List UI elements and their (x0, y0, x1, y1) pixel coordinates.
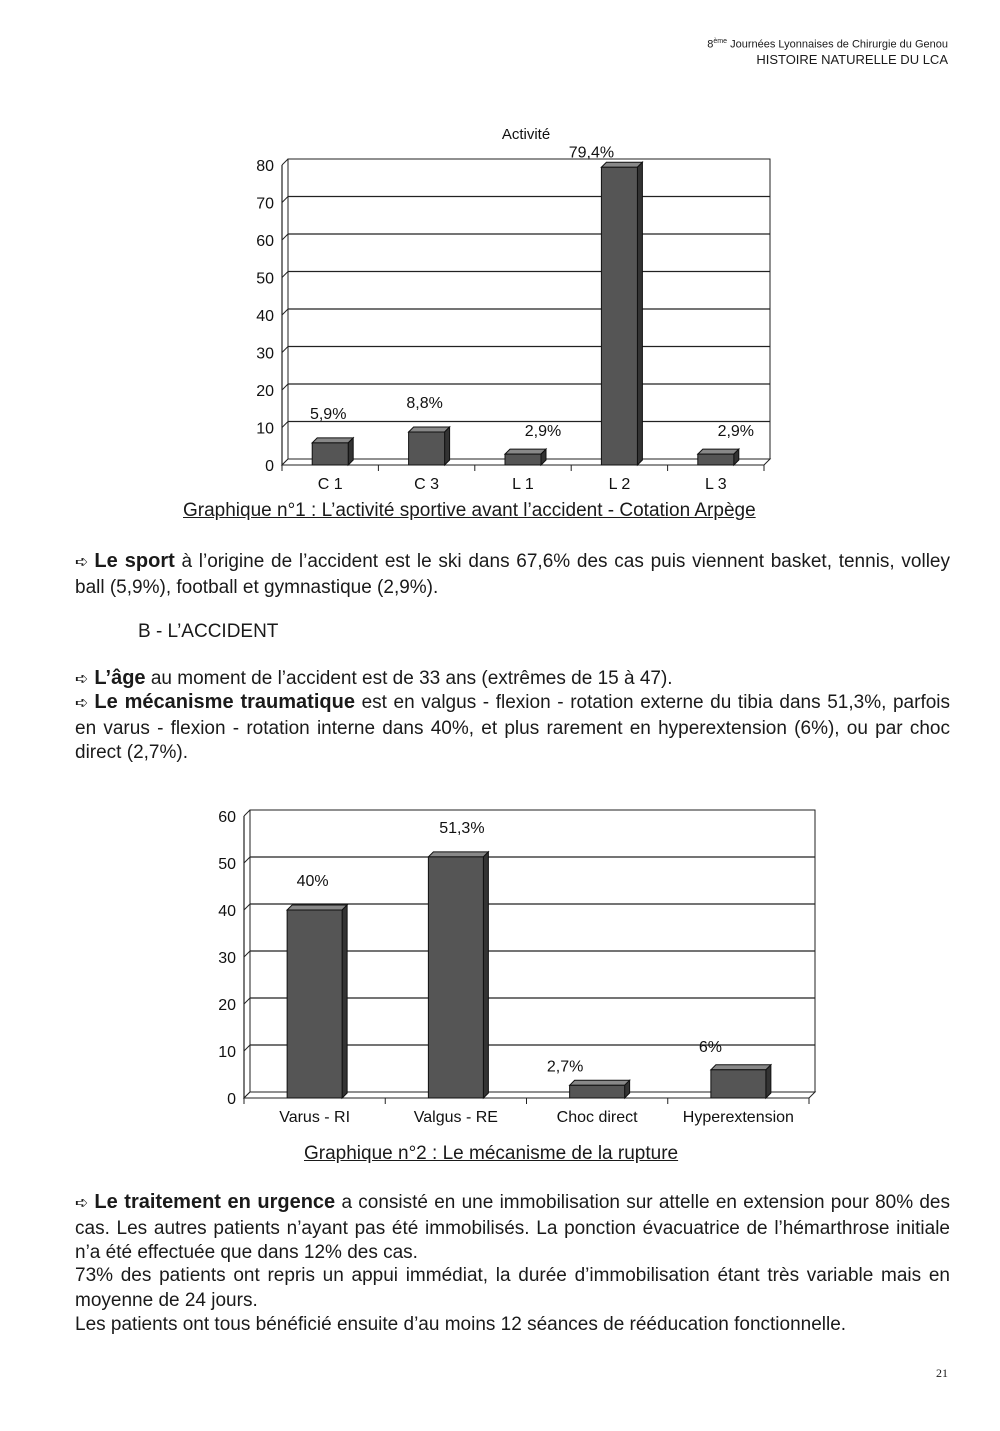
x-tick-label: Choc direct (556, 1109, 638, 1126)
bar (570, 1085, 625, 1098)
conference-number: 8 (707, 38, 714, 51)
bar-top (409, 427, 450, 432)
text-age: au moment de l’accident est de 33 ans (extrêmes de 15 à 47). (145, 668, 673, 689)
y-tick-label: 50 (218, 856, 236, 873)
data-label: 2,9% (717, 423, 755, 441)
bar-top (505, 449, 546, 454)
arrow-icon: ➪ (75, 695, 89, 712)
x-tick-label: C 1 (317, 476, 343, 493)
data-label: 5,9% (309, 405, 347, 423)
grid-diagonal (282, 422, 288, 428)
text-sport: à l’origine de l’accident est le ski dans 67,6% des cas puis viennent basket, tennis, volley ball (5,9%), football et gymnastique (2,9%). (75, 551, 950, 598)
paragraph-traitement (75, 1190, 950, 1266)
grid-diagonal (244, 857, 250, 863)
x-tick-label: Hyperextension (682, 1109, 794, 1126)
y-tick-label: 60 (256, 233, 274, 250)
y-tick-label: 70 (256, 195, 274, 213)
conference-superscript: ème (713, 38, 728, 45)
x-tick-label: C 3 (414, 476, 440, 493)
x-tick-label: L 2 (608, 476, 631, 493)
bar-top (711, 1065, 771, 1070)
conference-rest: Journées Lyonnaises de Chirurgie du Genou (727, 38, 948, 51)
chart2-caption: Graphique n°2 : Le mécanisme de la rupture (304, 1143, 679, 1164)
bar-top (698, 449, 739, 454)
bar-side (766, 1065, 771, 1098)
header-title: HISTOIRE NATURELLE DU LCA (756, 51, 948, 67)
data-label: 2,9% (524, 423, 562, 441)
paragraph-age (75, 666, 950, 693)
x-tick-label: L 1 (512, 476, 534, 493)
x-tick-label: Varus - RI (279, 1109, 351, 1126)
chart-svg (0, 110, 1000, 500)
grid-diagonal (282, 197, 288, 203)
y-tick-label: 10 (256, 420, 274, 438)
chart-activite (0, 110, 1000, 500)
y-tick-label: 60 (218, 809, 236, 826)
grid-diagonal (244, 998, 250, 1004)
bar-side (637, 162, 642, 465)
bar-side (348, 438, 353, 465)
bar-top (287, 905, 347, 910)
bar-top (601, 162, 642, 167)
arrow-icon: ➪ (75, 1195, 89, 1212)
y-tick-label: 20 (218, 997, 236, 1014)
x-tick-label: Valgus - RE (413, 1109, 498, 1126)
grid-diagonal (244, 810, 250, 816)
chart-svg (0, 800, 1000, 1140)
bar-side (483, 852, 488, 1098)
arrow-icon: ➪ (75, 671, 89, 688)
grid-diagonal (244, 904, 250, 910)
data-label: 51,3% (439, 819, 485, 837)
section-heading: B - L’ACCIDENT (138, 621, 279, 642)
grid-diagonal (282, 234, 288, 240)
arrow-icon: ➪ (75, 554, 89, 571)
bar (698, 454, 734, 465)
bar (312, 443, 348, 465)
paragraph-reeducation: Les patients ont tous bénéficié ensuite d’au moins 12 séances de rééducation fonctionnelle. (75, 1314, 847, 1335)
grid-diagonal (282, 272, 288, 278)
bar (287, 910, 342, 1098)
paragraph-sport (75, 549, 950, 600)
data-label: 79,4% (568, 144, 615, 162)
chart1-caption: Graphique n°1 : L’activité sportive avant l’accident - Cotation Arpège (183, 500, 756, 521)
y-tick-label: 30 (256, 345, 274, 363)
data-label: 8,8% (406, 395, 443, 412)
chart-title: Activité (501, 126, 551, 143)
lead-traitement: Le traitement en urgence (94, 1191, 336, 1213)
paragraph-mecanisme (75, 690, 950, 766)
grid-diagonal (244, 951, 250, 957)
grid-diagonal (282, 347, 288, 353)
data-label: 2,7% (546, 1058, 584, 1076)
text-traitement: a consisté en une immobilisation sur attelle en extension pour 80% des cas. Les autres patients n’ayant pas été immobilisés. La ponction évacuatrice de l’hémarthrose initiale n’a été effectuée que dans 12% des cas. (75, 1192, 950, 1263)
lead-age: L’âge (94, 667, 146, 689)
y-tick-label: 40 (256, 308, 274, 325)
grid-diagonal (282, 159, 288, 165)
data-label: 6% (698, 1038, 722, 1056)
bar (601, 167, 637, 465)
grid-diagonal (282, 309, 288, 315)
y-tick-label: 0 (227, 1091, 236, 1108)
chart-mecanisme (0, 800, 1000, 1140)
y-tick-label: 40 (218, 903, 236, 920)
grid-diagonal (244, 1045, 250, 1051)
bar (428, 857, 483, 1098)
running-header (707, 38, 948, 67)
conference-name (707, 38, 948, 52)
bar-side (445, 427, 450, 465)
y-tick-label: 20 (256, 383, 274, 400)
text-mecanisme: est en valgus - flexion - rotation externe du tibia dans 51,3%, parfois en varus - flexion - rotation interne dans 40%, et plus rarement en hyperextension (6%), ou par choc direct (2,7%). (75, 692, 951, 763)
bar-side (342, 905, 347, 1098)
y-tick-label: 80 (256, 158, 274, 175)
lead-mecanisme: Le mécanisme traumatique (94, 691, 355, 713)
lead-sport: Le sport (94, 550, 175, 572)
bar-top (312, 438, 353, 443)
y-tick-label: 50 (256, 270, 274, 288)
y-tick-label: 0 (265, 458, 274, 475)
paragraph-appui: 73% des patients ont repris un appui immédiat, la durée d’immobilisation étant très variable mais en moyenne de 24 jours. (75, 1265, 950, 1311)
bar-top (428, 852, 488, 857)
bar-top (570, 1080, 630, 1085)
bar (711, 1070, 766, 1098)
page-number: 21 (936, 1366, 948, 1380)
bar (409, 432, 445, 465)
grid-diagonal (282, 384, 288, 390)
y-tick-label: 30 (218, 950, 236, 967)
y-tick-label: 10 (218, 1044, 236, 1061)
bar (505, 454, 541, 465)
x-tick-label: L 3 (704, 476, 727, 493)
data-label: 40% (296, 873, 329, 890)
